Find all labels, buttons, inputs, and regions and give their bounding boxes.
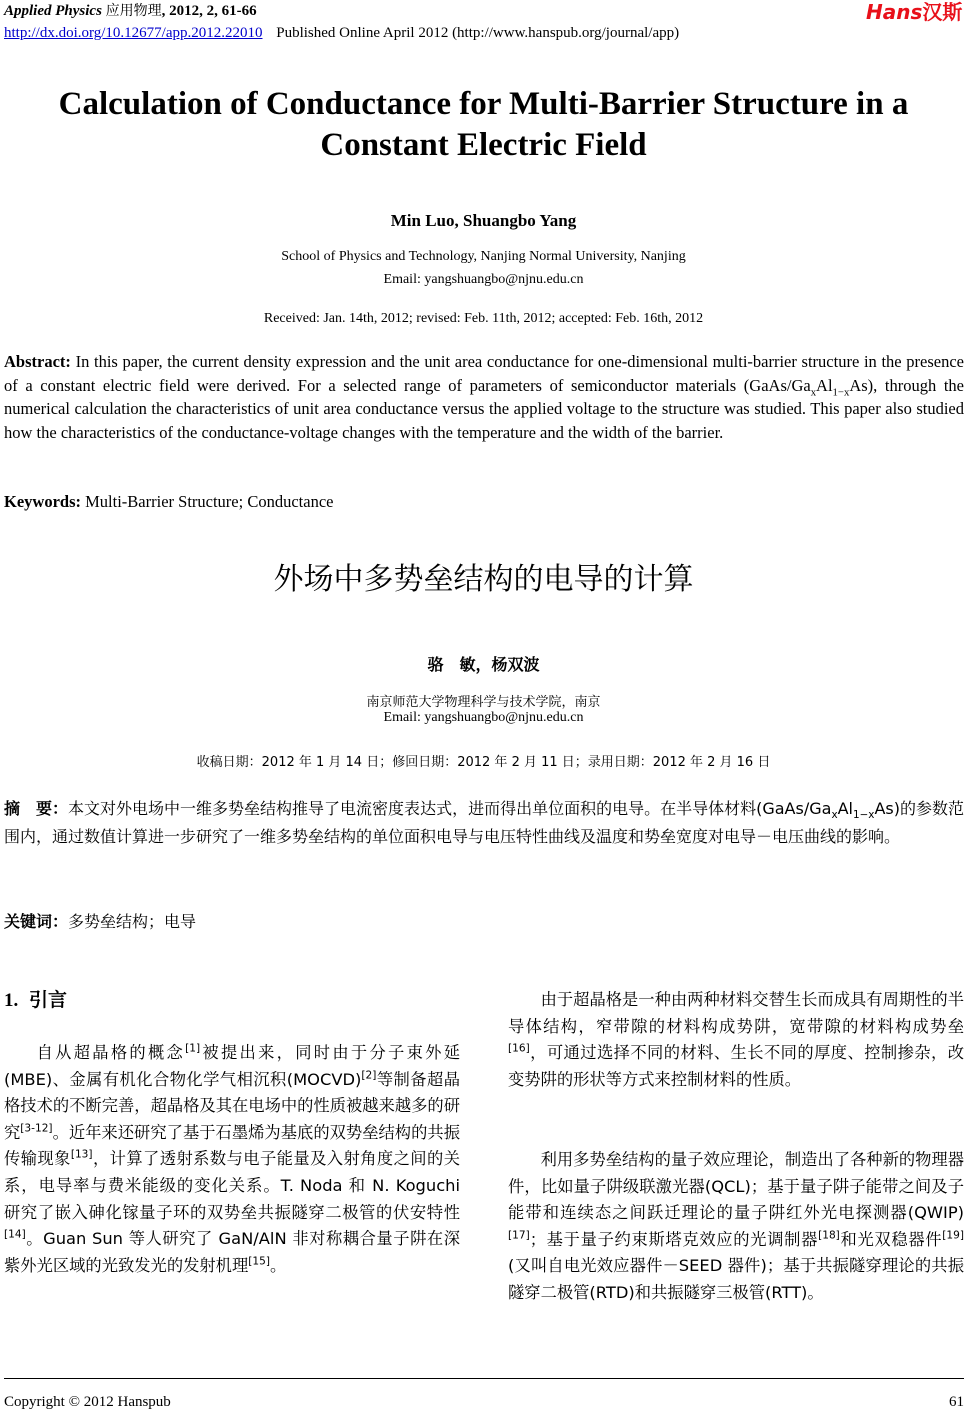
- paper-title: [0, 84, 967, 166]
- abstract-sub-x: x: [810, 385, 817, 398]
- page-number: 61: [949, 1394, 964, 1410]
- text-run: 自从超晶格的概念: [36, 1043, 186, 1062]
- footer-rule: [4, 1378, 964, 1379]
- citation: [13]: [70, 1148, 93, 1161]
- text-run: 和光双稳器件: [839, 1229, 943, 1249]
- section-title: 引言: [29, 989, 68, 1011]
- doi-link[interactable]: http://dx.doi.org/10.12677/app.2012.22010: [4, 25, 263, 41]
- section-heading: [4, 985, 67, 1012]
- left-column-paragraph: [4, 1040, 460, 1279]
- chinese-keywords-text: 多势垒结构；电导: [68, 912, 197, 931]
- received-dates: Received: Jan. 14th, 2012; revised: Feb. 11th, 2012; accepted: Feb. 16th, 2012: [263, 311, 704, 326]
- chinese-title: 外场中多势垒结构的电导的计算: [273, 562, 694, 597]
- chinese-received: 收稿日期：2012 年 1 月 14 日；修回日期：2012 年 2 月 11 日；录用日期：2012 年 2 月 16 日: [196, 755, 771, 770]
- chinese-affiliation: 南京师范大学物理科学与技术学院，南京: [366, 695, 601, 710]
- text-run: 被提出来，同时由于分子束外延(MBE)、金属有机化合物化学气相沉积(MOCVD): [4, 1043, 460, 1089]
- chinese-abstract-text-3: As)的参数范围内，通过数值计算进一步研究了一维多势垒结构的单位面积电导与电压特性曲线及温度和势垒宽度对电导－电压曲线的影响。: [4, 799, 964, 846]
- text-run: 。: [269, 1255, 287, 1275]
- citation: [16]: [508, 1042, 530, 1055]
- chinese-authors: 骆 敏，杨双波: [427, 655, 540, 674]
- chinese-keywords: [4, 908, 964, 936]
- logo-cn: 汉斯: [922, 0, 963, 24]
- citation: [18]: [818, 1229, 840, 1242]
- citation: [2]: [361, 1069, 377, 1082]
- citation: [14]: [4, 1228, 26, 1241]
- abstract-label: Abstract:: [4, 352, 71, 371]
- text-run: 等制备超晶格技术的不断完善，超晶格及其在电场中的性质被越来越多的研究: [4, 1069, 460, 1142]
- chinese-abstract: [4, 795, 964, 851]
- chinese-abstract-sub-1x: 1−x: [852, 809, 875, 822]
- keywords-label: Keywords:: [4, 492, 81, 511]
- chinese-keywords-label: 关键词：: [4, 912, 69, 931]
- text-run: 。Guan Sun 等人研究了 GaN/AlN 非对称耦合量子阱在深紫外光区域的光致发光的发射机理: [4, 1229, 460, 1275]
- citation: [17]: [508, 1229, 530, 1242]
- keywords-text: Multi-Barrier Structure; Conductance: [81, 492, 334, 511]
- right-column-paragraph-1: [508, 987, 964, 1093]
- journal-volume: , 2012, 2, 61-66: [161, 3, 257, 19]
- section-number: 1.: [4, 990, 19, 1011]
- chinese-abstract-sub-x: x: [831, 809, 838, 822]
- hans-logo: [866, 0, 962, 24]
- text-run: 。近年来还研究了基于石墨烯为基底的双势垒结构的共振传输现象: [4, 1122, 460, 1169]
- chinese-email: Email: yangshuangbo@njnu.edu.cn: [383, 710, 584, 725]
- text-run: ，计算了透射系数与电子能量及入射角度之间的关系，电导率与费米能级的变化关系。T. Noda 和 N. Koguchi 研究了嵌入砷化镓量子环的双势垒共振隧穿二极管的伏安特性: [4, 1149, 460, 1222]
- text-run: 利用多势垒结构的量子效应理论，制造出了各种新的物理器件，比如量子阱级联激光器(QCL)；基于量子阱子能带之间及子能带和连续态之间跃迁理论的量子阱红外光电探测器(QWIP): [508, 1150, 964, 1223]
- abstract-text-2: Al: [816, 375, 833, 395]
- abstract-text-1: In this paper, the current density expression and the unit area conductance for one-dimensional multi-barrier structure in the presence of a constant electric field were derived. For a selected range of parameters of semiconductor materials (GaAs/Ga: [4, 352, 964, 395]
- title-line-1: Calculation of Conductance for Multi-Barrier Structure in a: [58, 86, 909, 122]
- citation: [15]: [248, 1255, 270, 1268]
- authors: Min Luo, Shuangbo Yang: [390, 211, 577, 230]
- title-line-2: Constant Electric Field: [320, 127, 647, 163]
- text-run: ；基于量子约束斯塔克效应的光调制器: [529, 1229, 819, 1249]
- chinese-abstract-label: 摘 要：: [4, 799, 69, 818]
- email: Email: yangshuangbo@njnu.edu.cn: [383, 272, 584, 287]
- text-run: ，可通过选择不同的材料、生长不同的厚度、控制掺杂，改变势阱的形状等方式来控制材料的性质。: [508, 1043, 964, 1089]
- citation: [1]: [185, 1042, 201, 1055]
- logo-text: Hans: [866, 0, 923, 24]
- abstract-sub-1x: 1−x: [832, 385, 850, 398]
- abstract: [4, 350, 964, 444]
- journal-name-cn: 应用物理: [105, 3, 162, 19]
- affiliation: School of Physics and Technology, Nanjing Normal University, Nanjing: [281, 249, 686, 264]
- chinese-abstract-text-2: Al: [837, 799, 853, 818]
- citation: [19]: [942, 1229, 964, 1242]
- citation: [3-12]: [20, 1122, 53, 1135]
- text-run: 由于超晶格是一种由两种材料交替生长而成具有周期性的半导体结构，窄带隙的材料构成势阱，宽带隙的材料构成势垒: [508, 990, 964, 1036]
- journal-name: Applied Physics: [4, 3, 102, 19]
- chinese-abstract-text-1: 本文对外电场中一维多势垒结构推导了电流密度表达式，进而得出单位面积的电导。在半导体材料(GaAs/Ga: [68, 799, 832, 818]
- published-online: Published Online April 2012 (http://www.hanspub.org/journal/app): [276, 25, 680, 41]
- right-column-paragraph-2: [508, 1147, 964, 1307]
- journal-header: [4, 2, 257, 20]
- keywords: [4, 490, 964, 514]
- abstract-text-3: As), through the numerical calculation the characteristics of unit area conductance versus the applied voltage to the structure was studied. This paper also studied how the characteristics of the conductance-voltage changes with the temperature and the width of the barrier.: [4, 375, 964, 442]
- text-run: (又叫自电光效应器件－SEED 器件)；基于共振隧穿理论的共振隧穿二极管(RTD)和共振隧穿三极管(RTT)。: [508, 1256, 964, 1302]
- doi-line: [4, 24, 679, 42]
- copyright: Copyright © 2012 Hanspub: [4, 1394, 171, 1410]
